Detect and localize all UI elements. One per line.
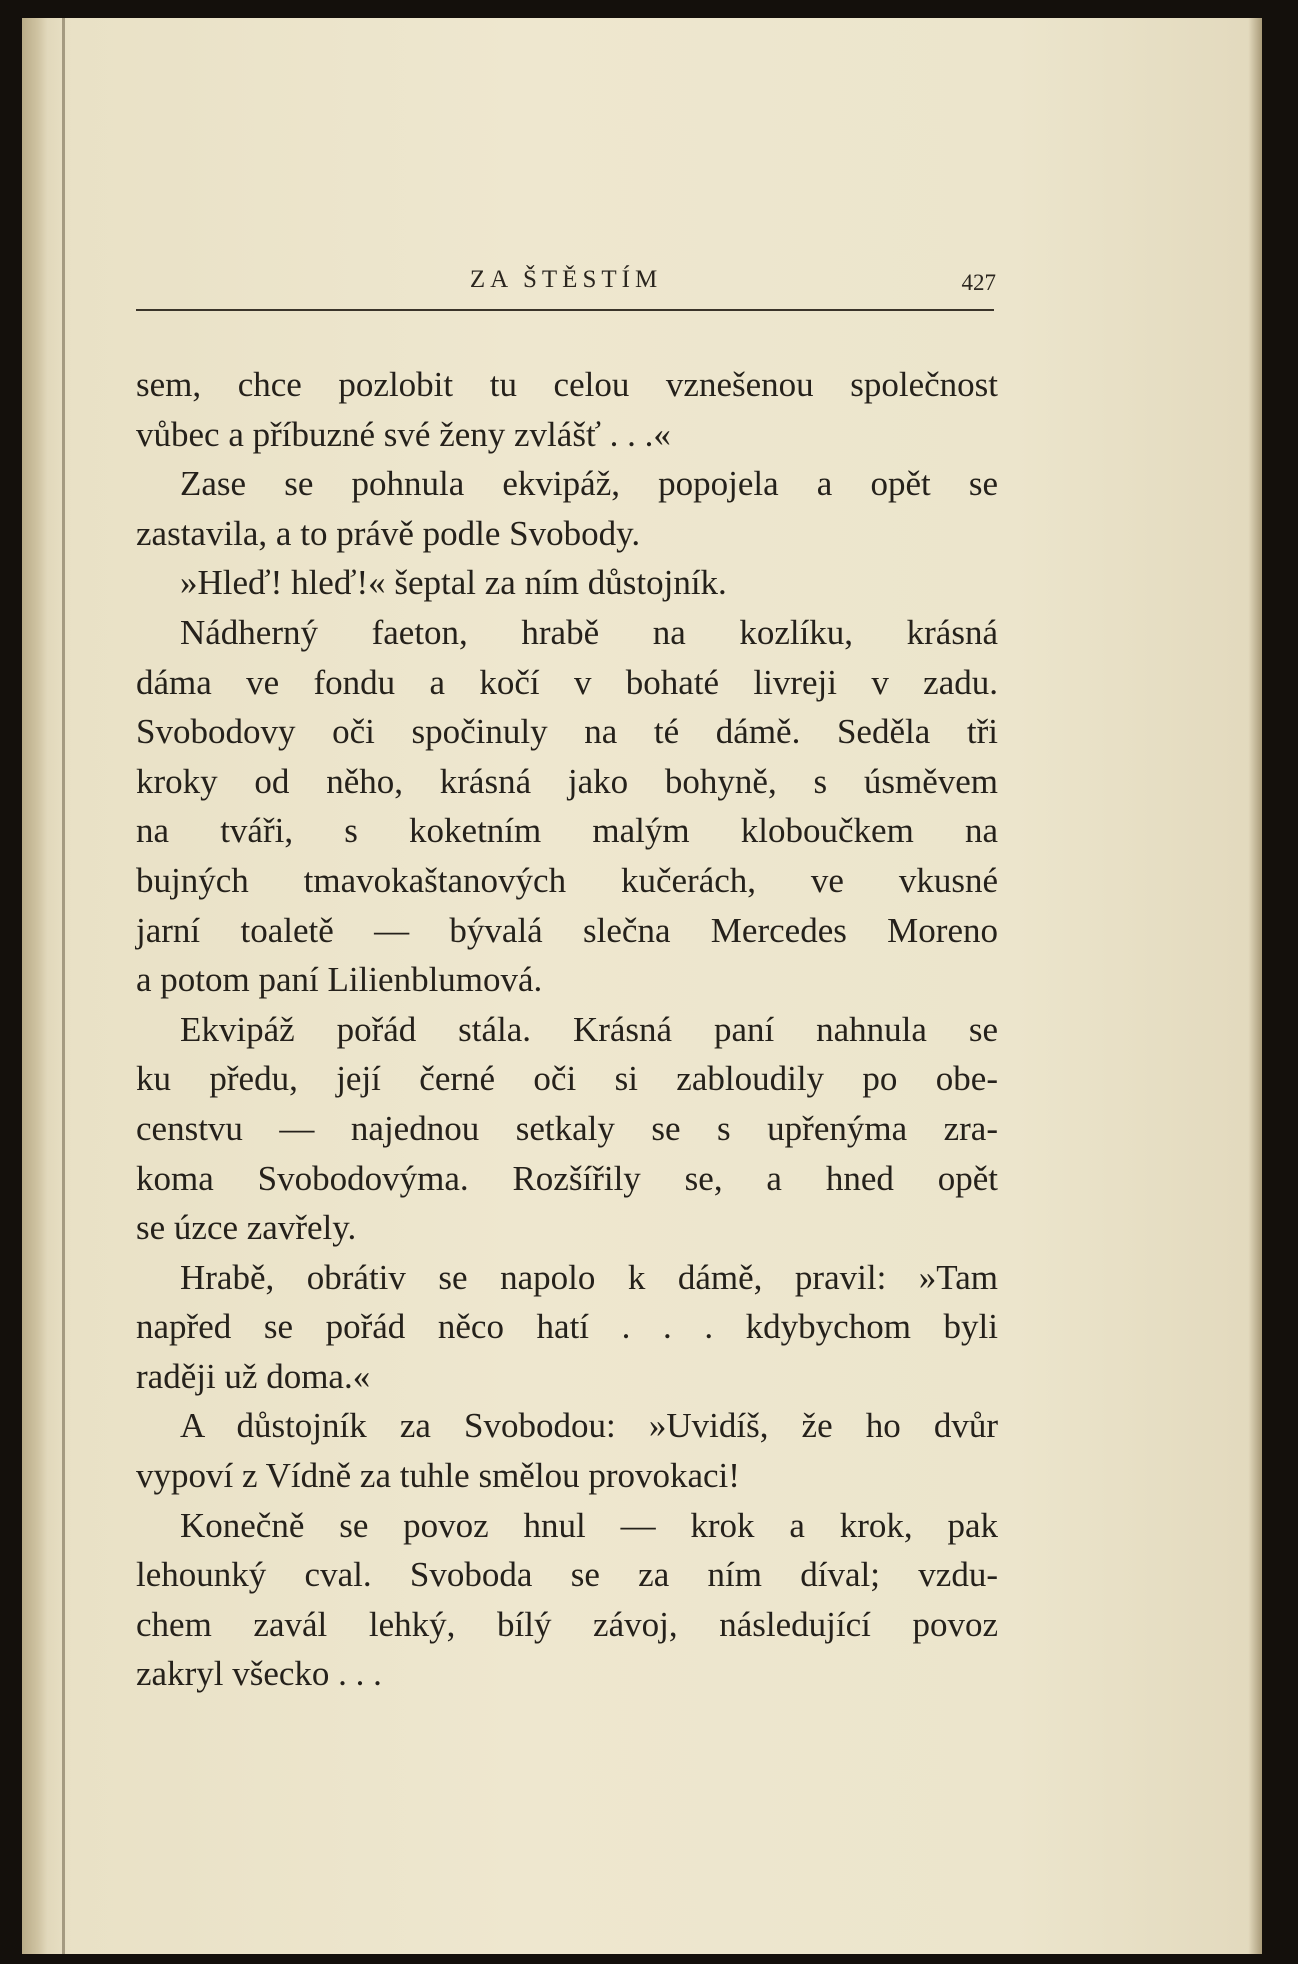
- text-line: koma Svobodovýma. Rozšířily se, a hned opět: [136, 1158, 998, 1198]
- text-line: dáma ve fondu a kočí v bohaté livreji v zadu.: [136, 662, 998, 702]
- text-line: A důstojník za Svobodou: »Uvidíš, že ho dvůr: [180, 1406, 998, 1446]
- header-rule: [136, 309, 994, 311]
- text-line: na tváři, s koketním malým kloboučkem na: [136, 811, 998, 851]
- text-line: Hrabě, obrátiv se napolo k dámě, pravil: »Tam: [180, 1257, 998, 1297]
- text-line: sem, chce pozlobit tu celou vznešenou společnost: [136, 365, 998, 404]
- text-line: Zase se pohnula ekvipáž, popojela a opět se: [180, 464, 998, 504]
- text-line: a potom paní Lilienblumová.: [136, 960, 543, 1000]
- text-line: zakryl všecko . . .: [136, 1654, 382, 1694]
- spine-shadow: [62, 18, 65, 1954]
- text-line: kroky od něho, krásná jako bohyně, s úsměvem: [136, 761, 998, 801]
- text-line: ku předu, její černé oči si zabloudily po obe-: [136, 1059, 998, 1099]
- text-line: Konečně se povoz hnul — krok a krok, pak: [180, 1505, 998, 1545]
- text-line: »Hleď! hleď!« šeptal za ním důstojník.: [180, 563, 727, 603]
- page-gutter: [22, 18, 48, 1954]
- text-line: vypoví z Vídně za tuhle smělou provokaci!: [136, 1456, 740, 1496]
- text-line: zastavila, a to právě podle Svobody.: [136, 513, 641, 553]
- text-line: censtvu — najednou setkaly se s upřenýma zra-: [136, 1108, 998, 1148]
- page-number: 427: [961, 270, 996, 295]
- running-title: ZA ŠTĚSTÍM: [469, 266, 663, 293]
- body-text: [136, 360, 998, 1699]
- text-line: se úzce zavřely.: [136, 1208, 357, 1248]
- text-line: lehounký cval. Svoboda se za ním díval; vzdu-: [136, 1555, 998, 1595]
- text-line: bujných tmavokaštanových kučerách, ve vkusné: [136, 860, 998, 900]
- text-line: vůbec a příbuzné své ženy zvlášť . . .«: [136, 414, 671, 454]
- text-line: chem zavál lehký, bílý závoj, následující povoz: [136, 1604, 998, 1644]
- running-header: [136, 266, 996, 306]
- text-line: Svobodovy oči spočinuly na té dámě. Seděla tři: [136, 712, 998, 752]
- text-line: Nádherný faeton, hrabě na kozlíku, krásná: [180, 612, 998, 652]
- text-line: jarní toaletě — bývalá slečna Mercedes Moreno: [136, 910, 998, 950]
- text-line: raději už doma.«: [136, 1356, 371, 1396]
- text-line: napřed se pořád něco hatí . . . kdybychom byli: [136, 1307, 998, 1347]
- text-line: Ekvipáž pořád stála. Krásná paní nahnula se: [180, 1009, 998, 1049]
- page-edge: [1248, 18, 1262, 1954]
